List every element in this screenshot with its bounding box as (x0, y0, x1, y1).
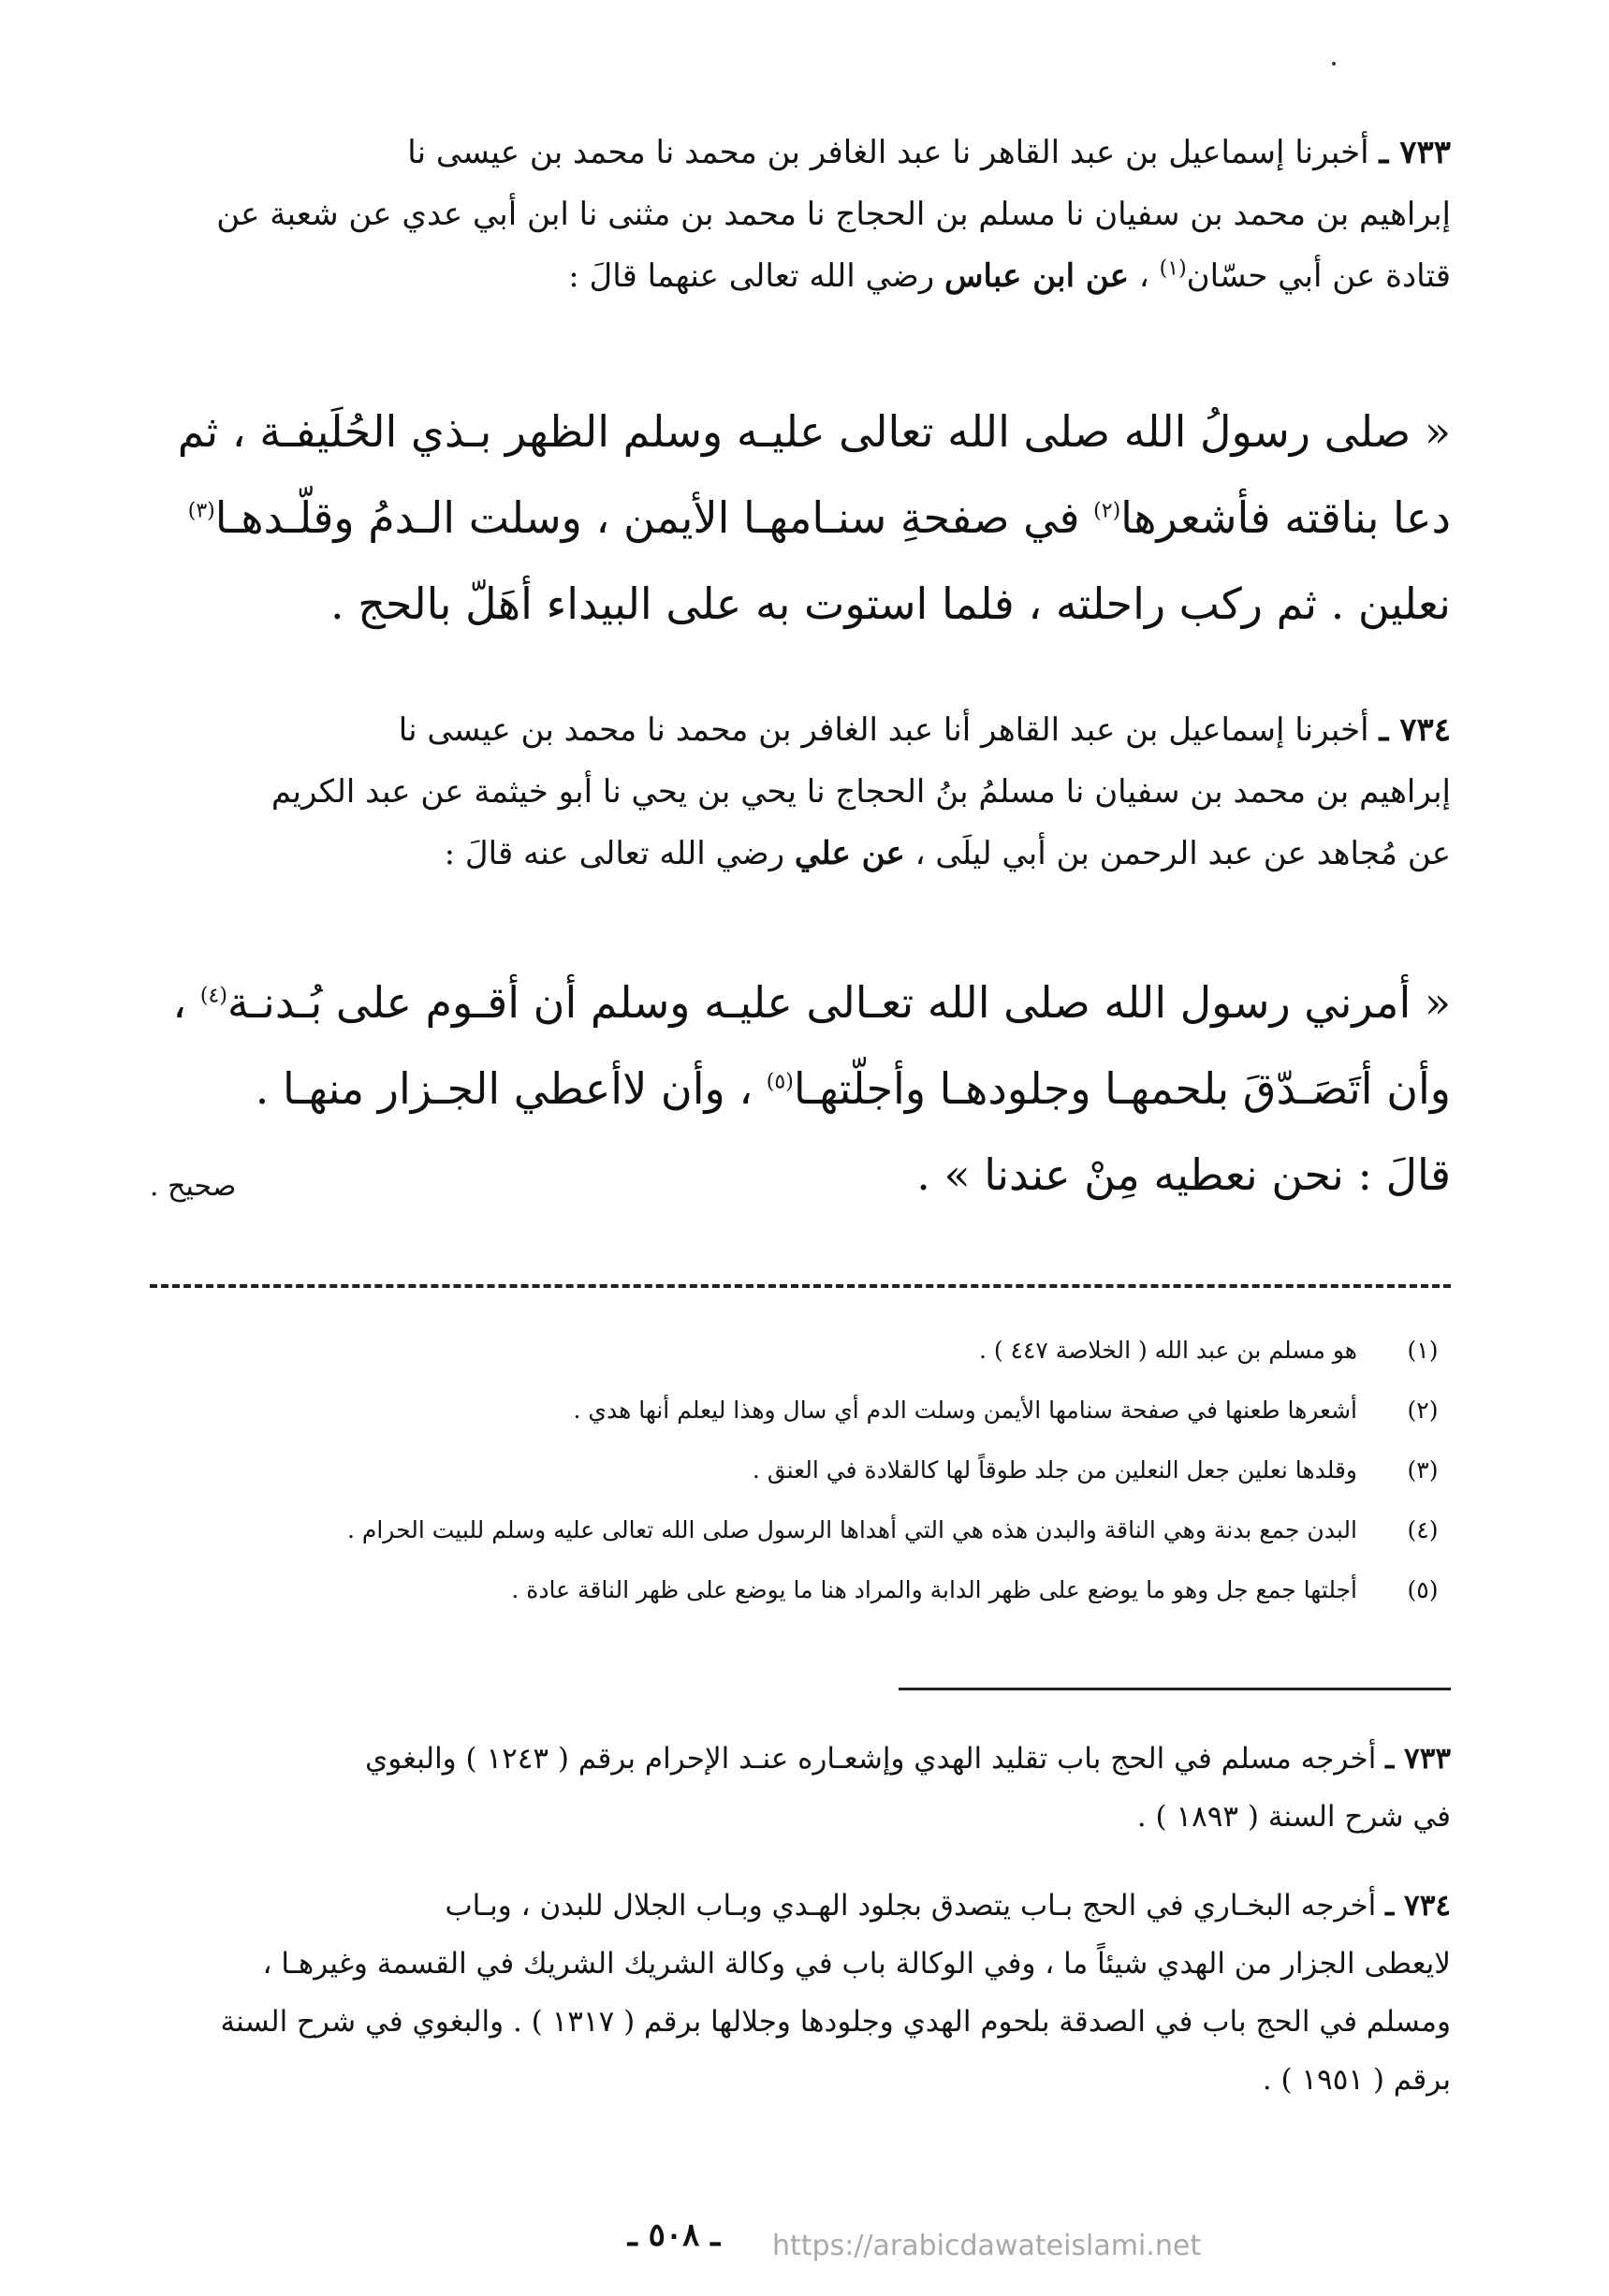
footnote-number: (٤) (1407, 1516, 1439, 1543)
footnote-ref-5: (٥) (766, 1070, 794, 1094)
footnote-item (150, 1456, 1451, 1516)
document-page (150, 0, 1451, 2296)
footnote-ref-1: (١) (1159, 256, 1187, 281)
takhrij-733-line2: في شرح السنة ( ١٨٩٣ ) . (1136, 1800, 1451, 1834)
takhrij-733-line1: أخرجه مسلم في الحج باب تقليد الهدي وإشعـاره عنـد الإحرام برقم ( ١٢٤٣ ) والبغوي (365, 1742, 1377, 1776)
takhrij-733-number: ٧٣٣ ـ (1385, 1742, 1451, 1776)
takhrij-734-line2: لايعطى الجزار من الهدي شيئاً ما ، وفي الوكالة باب في وكالة الشريك الشريك في القسمة وغيرهـا ، (262, 1947, 1451, 1981)
footnote-number: (٣) (1407, 1456, 1439, 1484)
footnote-ref-2: (٢) (1093, 499, 1121, 523)
takhrij-734-line3: ومسلم في الحج باب في الصدقة بلحوم الهدي وجلودها وجلالها برقم ( ١٣١٧ ) . والبغوي في شرح السنة (220, 2005, 1451, 2039)
hadith-734-narrator: عن علي (794, 835, 905, 872)
footnote-text: وقلدها نعلين جعل النعلين من جلد طوقاً لها كالقلادة في العنق . (752, 1456, 1357, 1484)
hadith-733-isnad-line3c: رضي الله تعالى عنهما قالَ : (568, 257, 935, 295)
hadith-733-narrator: عن ابن عباس (943, 257, 1130, 295)
hadith-733-matn-line2b: في صفحةِ سنـامهـا الأيمن ، وسلت الـدمُ وقلّـدهـا (214, 492, 1080, 543)
takhrij-734-line4: برقم ( ١٩٥١ ) . (1262, 2063, 1451, 2097)
hadith-734-isnad-line1: أخبرنا إسماعيل بن عبد القاهر أنا عبد الغافر بن محمد نا محمد بن عيسى نا (398, 711, 1369, 749)
footnote-text: البدن جمع بدنة وهي الناقة والبدن هذه هي التي أهداها الرسول صلى الله تعالى عليه وسلم للبيت الحرام . (346, 1516, 1357, 1543)
source-watermark: https://arabicdawateislami.net (772, 2230, 1202, 2262)
hadith-733-matn-line3: نعلين . ثم ركب راحلته ، فلما استوت به على البيداء أهَلّ بالحج . (330, 578, 1451, 629)
footnote-ref-4: (٤) (199, 984, 227, 1008)
page-number: ـ ٥٠٨ ـ (627, 2216, 721, 2254)
hadith-734-isnad-line3b: رضي الله تعالى عنه قالَ : (444, 835, 785, 872)
dashed-separator (150, 1284, 1451, 1288)
footnote-text: أشعرها طعنها في صفحة سنامها الأيمن وسلت الدم أي سال وهذا ليعلم أنها هدي . (573, 1397, 1357, 1424)
footnote-item (150, 1337, 1451, 1397)
hadith-734-matn-line2a: وأن أتَصَـدّقَ بلحمهـا وجلودهـا وأجلّتهـا (793, 1063, 1451, 1114)
takhrij-733 (150, 1730, 1451, 1846)
hadith-733-matn-line2a: دعا بناقته فأشعرها (1120, 492, 1451, 543)
footnote-ref-3: (٣) (187, 499, 215, 523)
hadith-grade: صحيح . (150, 1170, 237, 1203)
hadith-734-matn-line2b: ، وأن لاأعطي الجـزار منهـا . (255, 1063, 753, 1114)
hadith-733-isnad-line1: أخبرنا إسماعيل بن عبد القاهر نا عبد الغافر بن محمد نا محمد بن عيسى نا (407, 134, 1369, 171)
hadith-734-isnad-line2: إبراهيم بن محمد بن سفيان نا مسلمُ بنُ الحجاج نا يحي بن يحي نا أبو خيثمة عن عبد الكريم (271, 773, 1451, 811)
hadith-733-isnad (150, 122, 1451, 307)
hadith-733-isnad-line3b: ، (1138, 257, 1149, 295)
footnotes (150, 1337, 1451, 1636)
footnote-number: (٢) (1407, 1397, 1439, 1424)
hadith-734-number: ٧٣٤ ـ (1379, 711, 1451, 749)
takhrij-734-line1: أخرجه البخـاري في الحج بـاب يتصدق بجلود الهـدي وبـاب الجلال للبدن ، وبـاب (445, 1889, 1377, 1923)
hadith-733-matn (150, 388, 1451, 647)
footnote-number: (١) (1407, 1337, 1439, 1364)
hadith-734-isnad-line3a: عن مُجاهد عن عبد الرحمن بن أبي ليلَى ، (914, 835, 1451, 872)
footnote-item (150, 1576, 1451, 1636)
hadith-734-matn-line3: قالَ : نحن نعطيه مِنْ عندنا » . (916, 1149, 1451, 1200)
footnote-text: هو مسلم بن عبد الله ( الخلاصة ٤٤٧ ) . (978, 1337, 1357, 1364)
hadith-733-matn-line1: « صلى رسولُ الله صلى الله تعالى عليـه وسلم الظهر بـذي الحُلَيفـة ، ثم (177, 406, 1451, 457)
footnote-text: أجلتها جمع جل وهو ما يوضع على ظهر الدابة والمراد هنا ما يوضع على ظهر الناقة عادة . (511, 1576, 1357, 1603)
hadith-734-matn-line1a: « أمرني رسول الله صلى الله تعـالى عليـه وسلم أن أقـوم على بُـدنـة (227, 977, 1451, 1028)
hadith-733-isnad-line3a: قتادة عن أبي حسّان (1186, 257, 1451, 295)
takhrij-734 (150, 1877, 1451, 2109)
hadith-734-isnad (150, 699, 1451, 885)
takhrij-734-number: ٧٣٤ ـ (1385, 1889, 1451, 1923)
footnote-rule (899, 1688, 1451, 1690)
hadith-734-matn (150, 959, 1451, 1218)
footnote-item (150, 1516, 1451, 1576)
hadith-733-isnad-line2: إبراهيم بن محمد بن سفيان نا مسلم بن الحجاج نا محمد بن مثنى نا ابن أبي عدي عن شعبة عن (216, 196, 1451, 233)
hadith-734-matn-line1b: ، (172, 977, 187, 1028)
hadith-733-number: ٧٣٣ ـ (1379, 134, 1451, 171)
footnote-item (150, 1397, 1451, 1456)
footnote-number: (٥) (1407, 1576, 1439, 1603)
